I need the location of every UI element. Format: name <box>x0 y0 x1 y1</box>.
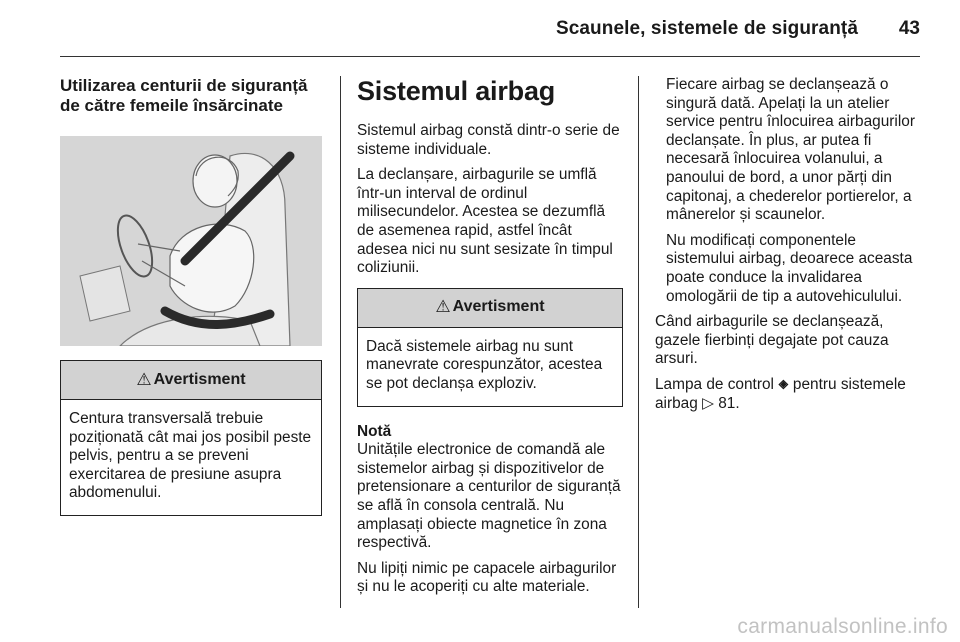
warning-box-airbag <box>357 288 623 407</box>
column-right <box>655 76 920 420</box>
note-paragraph: Nu lipiți nimic pe capacele airbagurilor și nu le acoperiți cu alte materiale. <box>357 559 617 596</box>
paragraph: La declanșare, airbagurile se umflă într-un interval de ordinul milisecundelor. Acestea se dezumflă de asemenea rapid, astfel încât adesea nici nu sunt sesizate în timpul coliziunii. <box>357 166 613 277</box>
warning-triangle-icon: ⚠ <box>435 297 451 317</box>
page-number: 43 <box>898 18 920 39</box>
warning-box-header <box>358 289 622 328</box>
warning-box-header <box>61 361 321 400</box>
paragraph: Când airbagurile se declanșează, gazele fierbinți degajate pot cauza arsuri. <box>655 313 889 368</box>
paragraph: Nu modificați componentele sistemului airbag, deoarece aceasta poate conduce la invalidarea omologării de tip a autovehiculului. <box>666 231 913 305</box>
paragraph: Fiecare airbag se declanșează o singură dată. Apelați la un atelier service pentru înlocuirea airbagurilor declanșate. În plus, ar putea fi necesară înlocuirea volanului, a panoului de bord, a unor părți din capitonaj, a chederelor portierelor, a mânerelor și scaunelor. <box>666 76 915 224</box>
note-paragraph: Unitățile electronice de comandă ale sistemelor airbag și dispozitivelor de pretensionare a centurilor de siguranță se află în consola centrală. Nu amplasați obiecte magnetice în zona respectivă. <box>357 441 621 552</box>
airbag-warning-icon: 🞛 <box>778 376 789 392</box>
warning-triangle-icon: ⚠ <box>136 369 152 389</box>
page-reference-number[interactable]: 81. <box>718 394 740 412</box>
paragraph: Sistemul airbag constă dintr-o serie de sisteme individuale. <box>357 122 620 158</box>
page-header-title: Scaunele, sistemele de siguranță <box>555 18 858 39</box>
page-reference-arrow-icon[interactable]: ▷ <box>702 394 714 412</box>
warning-title: Avertisment <box>153 370 246 388</box>
watermark: carmanualsonline.info <box>737 615 948 638</box>
warning-text: Centura transversală trebuie poziționată cât mai jos posibil peste pelvis, pentru a se preveni exercitarea de presiune asupra abdomenului. <box>69 410 312 502</box>
warning-text: Dacă sistemele airbag nu sunt manevrate corespunzător, acestea se pot declanșa exploziv. <box>366 337 603 392</box>
section-heading-airbag: Sistemul airbag <box>357 76 556 106</box>
control-lamp-middle: pentru sistemele airbag <box>655 375 906 412</box>
header-rule <box>60 56 920 57</box>
section-heading-pregnant: Utilizarea centurii de siguranță de către femeile însărcinate <box>60 76 308 115</box>
warning-title: Avertisment <box>452 298 545 316</box>
paragraph-control-lamp <box>655 376 920 413</box>
note-title: Notă <box>357 422 392 440</box>
column-left <box>60 76 322 516</box>
column-middle <box>357 76 623 604</box>
control-lamp-prefix: Lampa de control <box>655 375 774 393</box>
warning-box-seatbelt <box>60 360 322 516</box>
pregnant-driver-illustration <box>60 136 322 346</box>
column-divider-1 <box>340 76 341 608</box>
column-divider-2 <box>638 76 639 608</box>
